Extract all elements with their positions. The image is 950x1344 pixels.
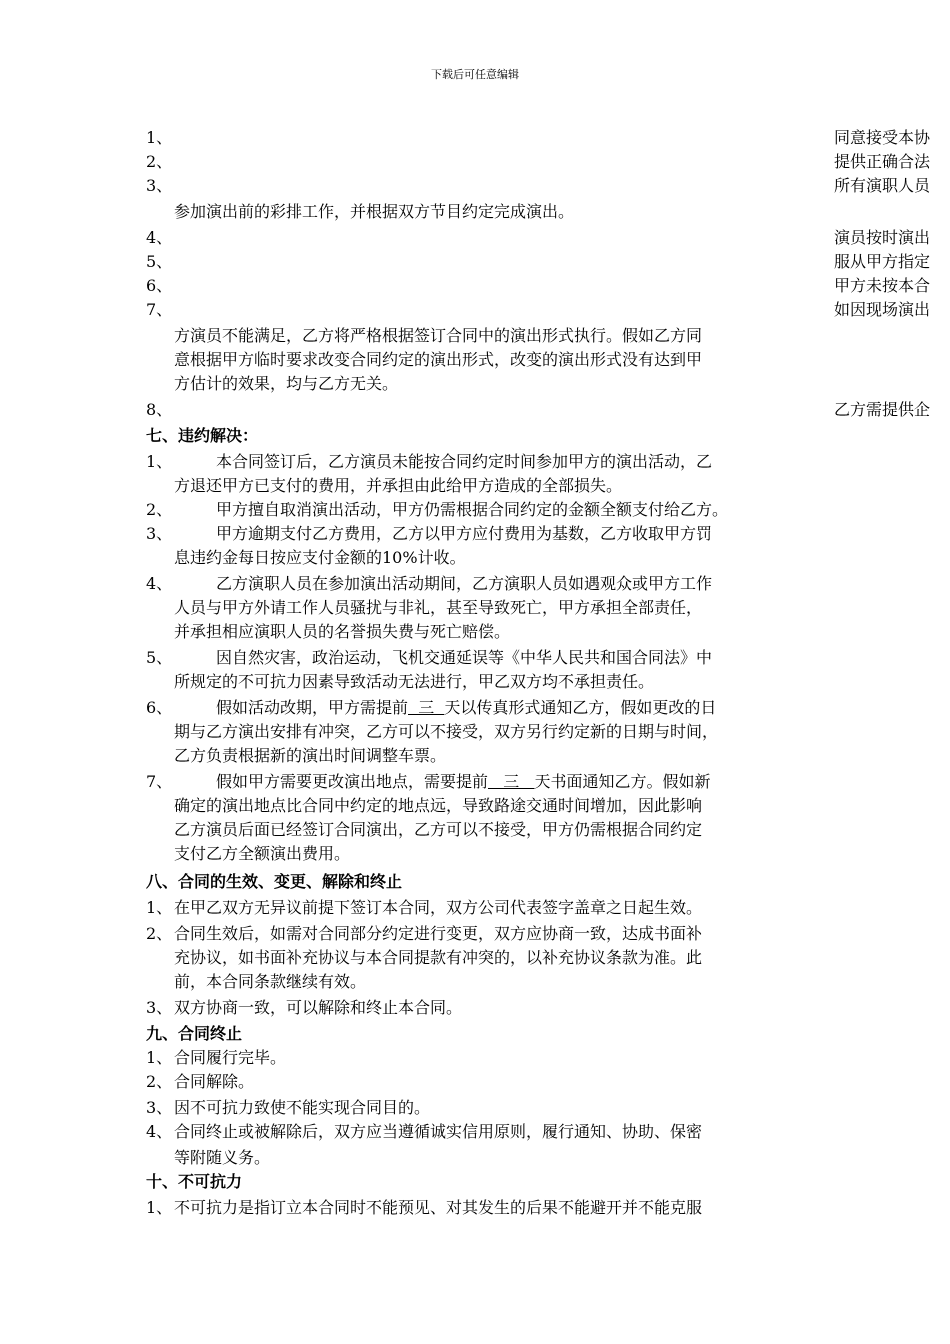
item-number: 6、 bbox=[146, 276, 173, 295]
item-text: 本合同签订后，乙方演员未能按合同约定时间参加甲方的演出活动，乙 bbox=[216, 452, 713, 471]
item-number: 1、 bbox=[146, 128, 173, 147]
item-text: 合同终止或被解除后，双方应当遵循诚实信用原则，履行通知、协助、保密 bbox=[174, 1122, 703, 1141]
item-text: 方演员不能满足，乙方将严格根据签订合同中的演出形式执行。假如乙方同 bbox=[174, 326, 703, 345]
right-fragment: 所有演职人员 bbox=[834, 176, 931, 195]
item-text: 意根据甲方临时要求改变合同约定的演出形式，改变的演出形式没有达到甲 bbox=[174, 350, 703, 369]
item-number: 7、 bbox=[146, 772, 173, 791]
section-title: 八、合同的生效、变更、解除和终止 bbox=[146, 872, 403, 891]
item-text: 在甲乙双方无异议前提下签订本合同，双方公司代表签字盖章之日起生效。 bbox=[174, 898, 703, 917]
item-number: 1、 bbox=[146, 1198, 173, 1217]
item-number: 3、 bbox=[146, 524, 173, 543]
item-number: 4、 bbox=[146, 228, 173, 247]
section-title: 九、合同终止 bbox=[146, 1024, 243, 1043]
page-header: 下载后可任意编辑 bbox=[431, 68, 519, 81]
item-number: 1、 bbox=[146, 1048, 173, 1067]
item-text-part: 假如活动改期，甲方需提前 bbox=[216, 698, 409, 717]
item-number: 3、 bbox=[146, 1098, 173, 1117]
item-text: 因不可抗力致使不能实现合同目的。 bbox=[174, 1098, 431, 1117]
item-text: 不可抗力是指订立本合同时不能预见、对其发生的后果不能避开并不能克服 bbox=[174, 1198, 703, 1217]
item-number: 1、 bbox=[146, 452, 173, 471]
item-number: 1、 bbox=[146, 898, 173, 917]
item-text: 等附随义务。 bbox=[174, 1148, 271, 1167]
item-text: 合同解除。 bbox=[174, 1072, 255, 1091]
item-text-part: 天书面通知乙方。假如新 bbox=[534, 772, 711, 791]
item-text: 双方协商一致，可以解除和终止本合同。 bbox=[174, 998, 463, 1017]
section-title: 十、不可抗力 bbox=[146, 1172, 243, 1191]
item-text: 方退还甲方已支付的费用，并承担由此给甲方造成的全部损失。 bbox=[174, 476, 623, 495]
item-text: 乙方演员后面已经签订合同演出，乙方可以不接受，甲方仍需根据合同约定 bbox=[174, 820, 703, 839]
item-number: 4、 bbox=[146, 1122, 173, 1141]
item-number: 5、 bbox=[146, 648, 173, 667]
item-text: 确定的演出地点比合同中约定的地点远，导致路途交通时间增加，因此影响 bbox=[174, 796, 703, 815]
item-text: 乙方负责根据新的演出时间调整车票。 bbox=[174, 746, 447, 765]
right-fragment: 乙方需提供企 bbox=[834, 400, 931, 419]
item-text: 前，本合同条款继续有效。 bbox=[174, 972, 367, 991]
right-fragment: 甲方未按本合 bbox=[834, 276, 931, 295]
item-text: 甲方逾期支付乙方费用，乙方以甲方应付费用为基数，乙方收取甲方罚 bbox=[216, 524, 713, 543]
item-text: 甲方擅自取消演出活动，甲方仍需根据合同约定的金额全额支付给乙方。 bbox=[216, 500, 729, 519]
item-text: 乙方演职人员在参加演出活动期间，乙方演职人员如遇观众或甲方工作 bbox=[216, 574, 713, 593]
blank-days: 三 bbox=[488, 772, 535, 791]
item-text: 所规定的不可抗力因素导致活动无法进行，甲乙双方均不承担责任。 bbox=[174, 672, 655, 691]
item-number: 3、 bbox=[146, 176, 173, 195]
item-number: 8、 bbox=[146, 400, 173, 419]
right-fragment: 演员按时演出 bbox=[834, 228, 931, 247]
item-number: 2、 bbox=[146, 924, 173, 943]
item-text: 因自然灾害，政治运动，飞机交通延误等《中华人民共和国合同法》中 bbox=[216, 648, 713, 667]
item-number: 5、 bbox=[146, 252, 173, 271]
item-number: 7、 bbox=[146, 300, 173, 319]
item-number: 2、 bbox=[146, 1072, 173, 1091]
item-number: 2、 bbox=[146, 500, 173, 519]
item-text: 息违约金每日按应支付金额的10%计收。 bbox=[174, 548, 466, 567]
item-text: 参加演出前的彩排工作，并根据双方节目约定完成演出。 bbox=[174, 202, 575, 221]
item-text bbox=[216, 770, 711, 794]
blank-days: 三 bbox=[408, 698, 445, 717]
item-number: 6、 bbox=[146, 698, 173, 717]
item-text: 合同生效后，如需对合同部分约定进行变更，双方应协商一致，达成书面补 bbox=[174, 924, 703, 943]
item-text: 并承担相应演职人员的名誉损失费与死亡赔偿。 bbox=[174, 622, 511, 641]
right-fragment: 服从甲方指定 bbox=[834, 252, 931, 271]
right-fragment: 同意接受本协 bbox=[834, 128, 931, 147]
item-number: 4、 bbox=[146, 574, 173, 593]
item-text: 支付乙方全额演出费用。 bbox=[174, 844, 351, 863]
item-text bbox=[216, 696, 716, 720]
section-title: 七、违约解决： bbox=[146, 426, 259, 445]
item-text: 人员与甲方外请工作人员骚扰与非礼，甚至导致死亡，甲方承担全部责任， bbox=[174, 598, 703, 617]
item-text: 合同履行完毕。 bbox=[174, 1048, 287, 1067]
item-number: 2、 bbox=[146, 152, 173, 171]
item-text: 充协议，如书面补充协议与本合同提款有冲突的，以补充协议条款为准。此 bbox=[174, 948, 703, 967]
right-fragment: 如因现场演出 bbox=[834, 300, 931, 319]
item-number: 3、 bbox=[146, 998, 173, 1017]
right-fragment: 提供正确合法 bbox=[834, 152, 931, 171]
item-text-part: 假如甲方需要更改演出地点，需要提前 bbox=[216, 772, 489, 791]
item-text: 方估计的效果，均与乙方无关。 bbox=[174, 374, 399, 393]
item-text-part: 天以传真形式通知乙方，假如更改的日 bbox=[444, 698, 717, 717]
item-text: 期与乙方演出安排有冲突，乙方可以不接受，双方另行约定新的日期与时间， bbox=[174, 722, 719, 741]
